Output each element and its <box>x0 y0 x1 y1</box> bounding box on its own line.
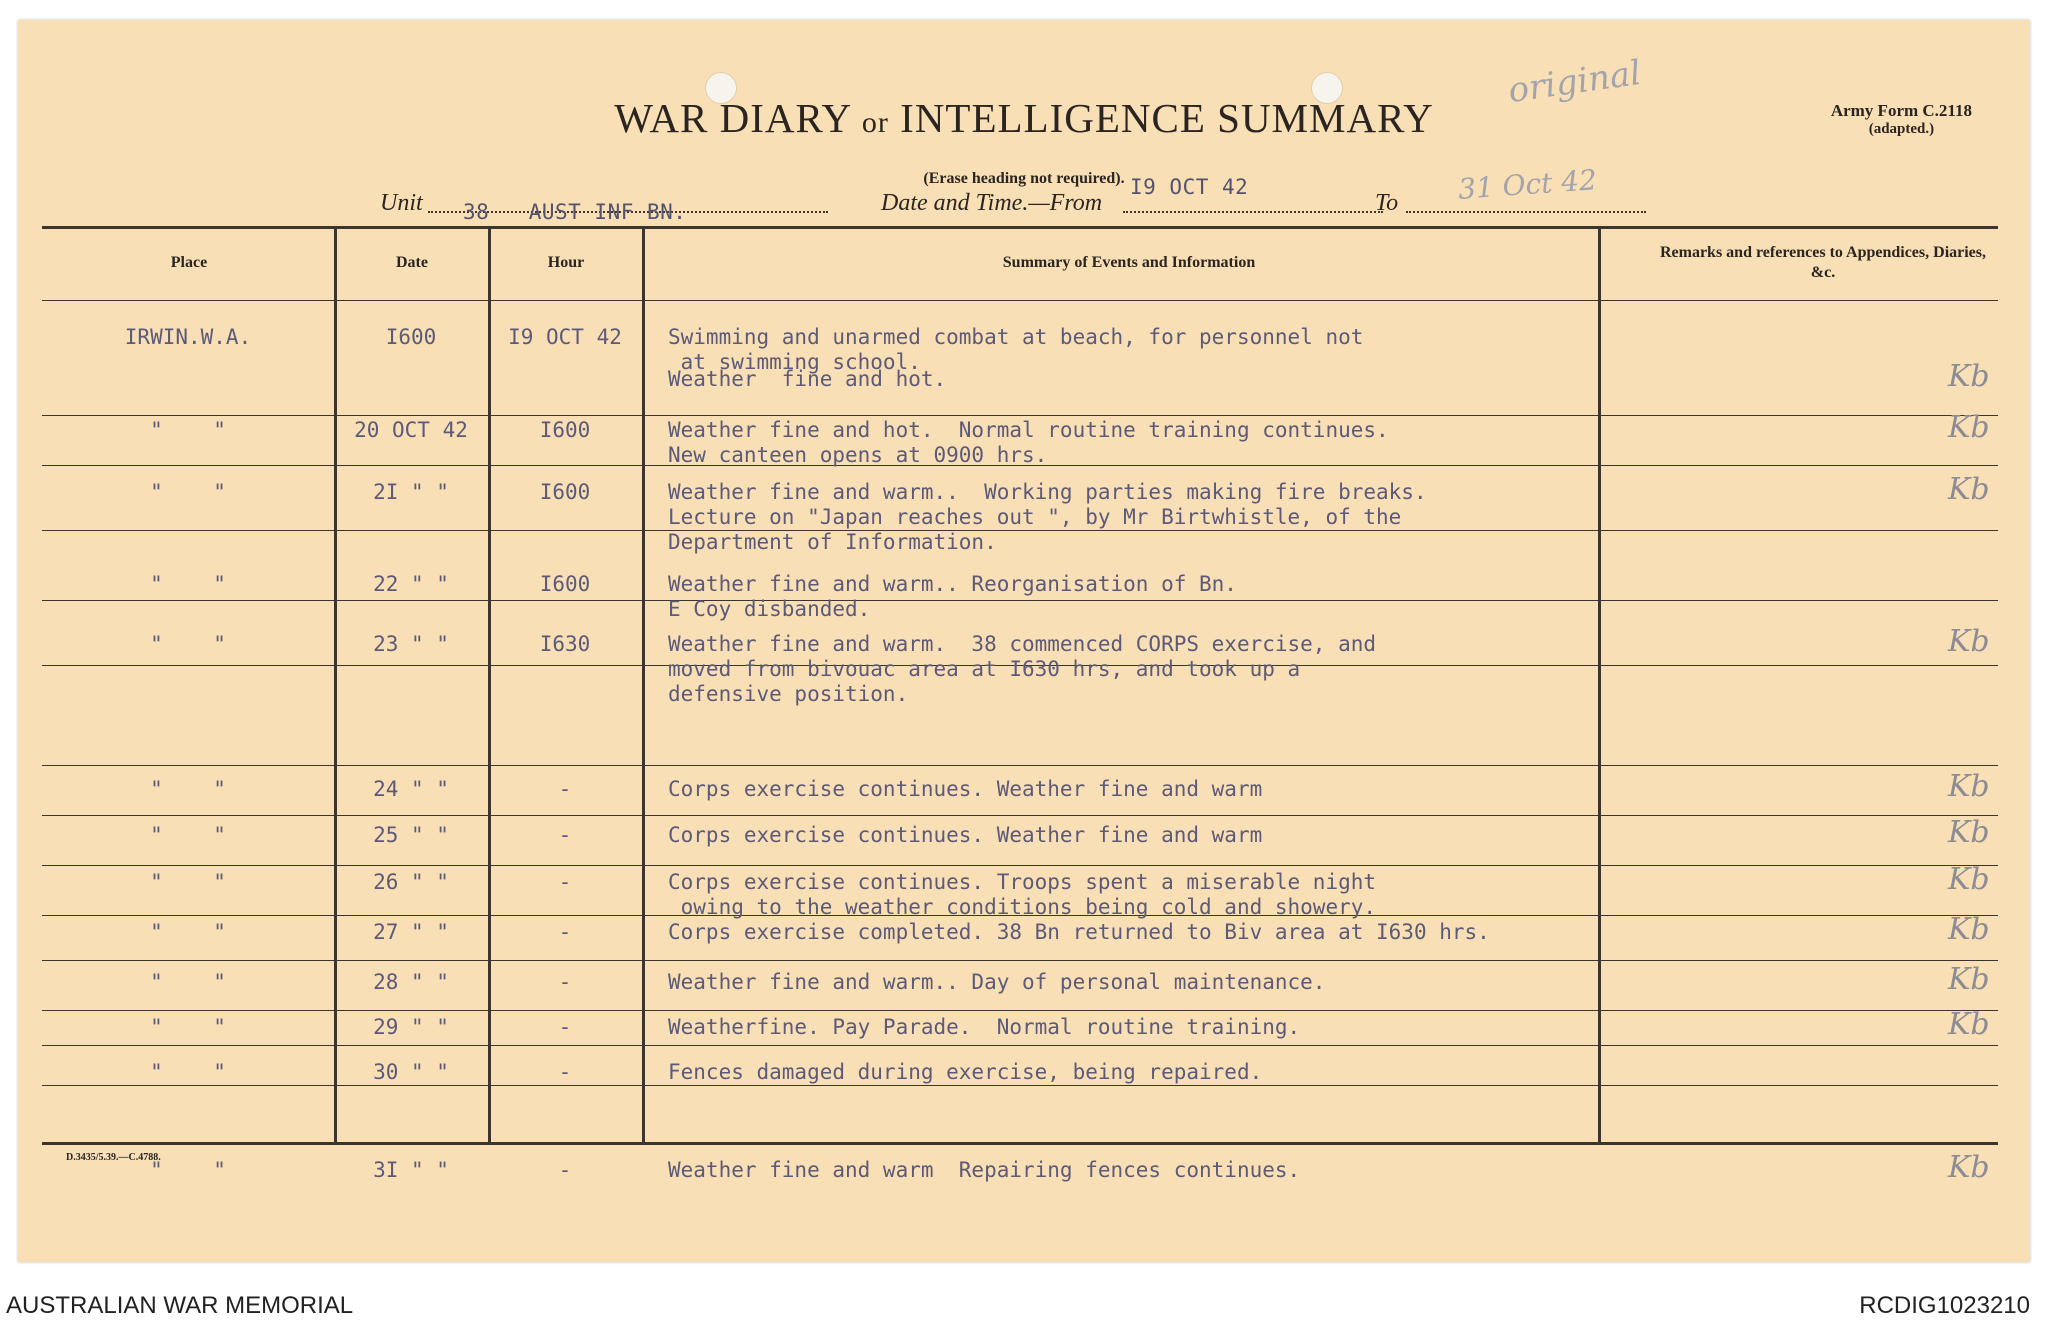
place-cell: " " <box>150 870 226 894</box>
hour-cell: - <box>558 823 572 847</box>
summary-cell: Swimming and unarmed combat at beach, for personnel not at swimming school. <box>668 325 1364 374</box>
hour-cell: I630 <box>539 632 591 656</box>
place-cell: " " <box>150 418 226 442</box>
original-note: original <box>1505 52 1644 112</box>
summary-cell: Corps exercise completed. 38 Bn returned to Biv area at I630 hrs. <box>668 920 1490 944</box>
place-cell: " " <box>150 970 226 994</box>
summary-cell: Weatherfine. Pay Parade. Normal routine training. <box>668 1015 1301 1039</box>
initials-mark: Kb <box>1948 624 1990 659</box>
table-bottom-rule <box>42 1142 1998 1145</box>
date-cell: I600 <box>385 325 437 349</box>
summary-cell: Weather fine and hot. Normal routine training continues. New canteen opens at 0900 hrs. <box>668 418 1389 467</box>
hour-cell: I600 <box>539 572 591 596</box>
to-label: To <box>1375 190 1399 216</box>
date-cell: 28 " " <box>373 970 449 994</box>
place-cell: " " <box>150 1060 226 1084</box>
date-cell: 2I " " <box>373 480 449 504</box>
initials-mark: Kb <box>1948 410 1990 445</box>
footer-left: AUSTRALIAN WAR MEMORIAL <box>6 1292 354 1319</box>
column-rule-date <box>334 226 337 1142</box>
hour-cell: - <box>558 777 572 801</box>
date-cell: 30 " " <box>373 1060 449 1084</box>
date-time-label: Date and Time.—From <box>881 190 1103 216</box>
initials-mark: Kb <box>1948 962 1990 997</box>
column-header-date: Date <box>396 254 428 271</box>
army-form-number: Army Form C.2118 <box>1830 101 1972 120</box>
column-rule-hour <box>488 226 491 1142</box>
army-form-label <box>1831 102 1972 138</box>
from-value: I9 OCT 42 <box>1130 175 1249 199</box>
summary-cell: Weather fine and warm Repairing fences continues. <box>668 1158 1301 1182</box>
title-part-2: INTELLIGENCE SUMMARY <box>900 95 1434 141</box>
place-cell: " " <box>150 572 226 596</box>
unit-label: Unit <box>380 190 423 216</box>
from-dotted-line <box>1123 211 1383 213</box>
unit-value: 38 AUST INF BN. <box>463 200 687 224</box>
summary-cell: Corps exercise continues. Weather fine and warm <box>668 823 1263 847</box>
column-rule-remarks <box>1598 226 1601 1142</box>
summary-cell: Fences damaged during exercise, being repaired. <box>668 1060 1263 1084</box>
hour-cell: - <box>558 870 572 894</box>
hour-cell: - <box>558 1015 572 1039</box>
column-header-place: Place <box>170 254 208 271</box>
hour-cell: I600 <box>539 480 591 504</box>
date-cell: 27 " " <box>373 920 449 944</box>
column-header-hour: Hour <box>547 254 585 271</box>
hour-cell: - <box>558 970 572 994</box>
form-subtitle: (Erase heading not required). <box>923 170 1125 187</box>
summary-cell: Weather fine and warm.. Working parties making fire breaks. Lecture on "Japan reaches out ", by Mr Birtwhistle, of the Department of Information. <box>668 480 1427 554</box>
date-cell: 26 " " <box>373 870 449 894</box>
footer-right: RCDIG1023210 <box>1859 1292 2030 1319</box>
title-or: or <box>861 106 889 139</box>
place-cell: " " <box>150 1015 226 1039</box>
initials-mark: Kb <box>1948 359 1990 394</box>
place-cell: " " <box>150 632 226 656</box>
initials-mark: Kb <box>1948 1007 1990 1042</box>
summary-cell: Weather fine and warm.. Reorganisation of Bn. E Coy disbanded. <box>668 572 1237 621</box>
place-cell: " " <box>150 920 226 944</box>
hour-cell: - <box>558 920 572 944</box>
army-form-adapted: (adapted.) <box>1868 121 1935 137</box>
title-part-1: WAR DIARY <box>614 95 851 141</box>
column-header-summary: Summary of Events and Information <box>1002 254 1256 271</box>
place-cell: IRWIN.W.A. <box>124 325 252 349</box>
initials-mark: Kb <box>1948 815 1990 850</box>
date-cell: 22 " " <box>373 572 449 596</box>
print-code: D.3435/5.39.—C.4788. <box>66 1152 161 1163</box>
column-rule-summary <box>642 226 645 1142</box>
date-cell: 3I " " <box>373 1158 449 1182</box>
hour-cell: - <box>558 1158 572 1182</box>
summary-cell: Weather fine and warm. 38 commenced CORPS exercise, and moved from bivouac area at I630 hrs, and took up a defensive position. <box>668 632 1377 706</box>
summary-cell: Corps exercise continues. Troops spent a miserable night owing to the weather conditions being cold and showery. <box>668 870 1377 919</box>
date-cell: 24 " " <box>373 777 449 801</box>
initials-mark: Kb <box>1948 862 1990 897</box>
summary-cell: Weather fine and warm.. Day of personal maintenance. <box>668 970 1326 994</box>
place-cell: " " <box>150 480 226 504</box>
column-header-remarks: Remarks and references to Appendices, Diaries, &c. <box>1659 244 1987 281</box>
place-cell: " " <box>150 777 226 801</box>
place-cell: " " <box>150 823 226 847</box>
date-cell: 23 " " <box>373 632 449 656</box>
date-cell: 20 OCT 42 <box>354 418 468 442</box>
date-cell: 25 " " <box>373 823 449 847</box>
date-cell: 29 " " <box>373 1015 449 1039</box>
summary-cell: Corps exercise continues. Weather fine and warm <box>668 777 1263 801</box>
form-title <box>18 94 2030 142</box>
hour-cell: - <box>558 1060 572 1084</box>
place-cell: " " <box>150 1158 226 1182</box>
hour-cell: I9 OCT 42 <box>508 325 622 349</box>
initials-mark: Kb <box>1948 769 1990 804</box>
initials-mark: Kb <box>1948 472 1990 507</box>
hour-cell: I600 <box>539 418 591 442</box>
to-value: 31 Oct 42 <box>1457 163 1598 206</box>
summary-cell: Weather fine and hot. <box>668 367 947 391</box>
initials-mark: Kb <box>1948 1150 1990 1185</box>
initials-mark: Kb <box>1948 912 1990 947</box>
war-diary-sheet <box>18 20 2030 1262</box>
to-dotted-line <box>1406 211 1646 213</box>
